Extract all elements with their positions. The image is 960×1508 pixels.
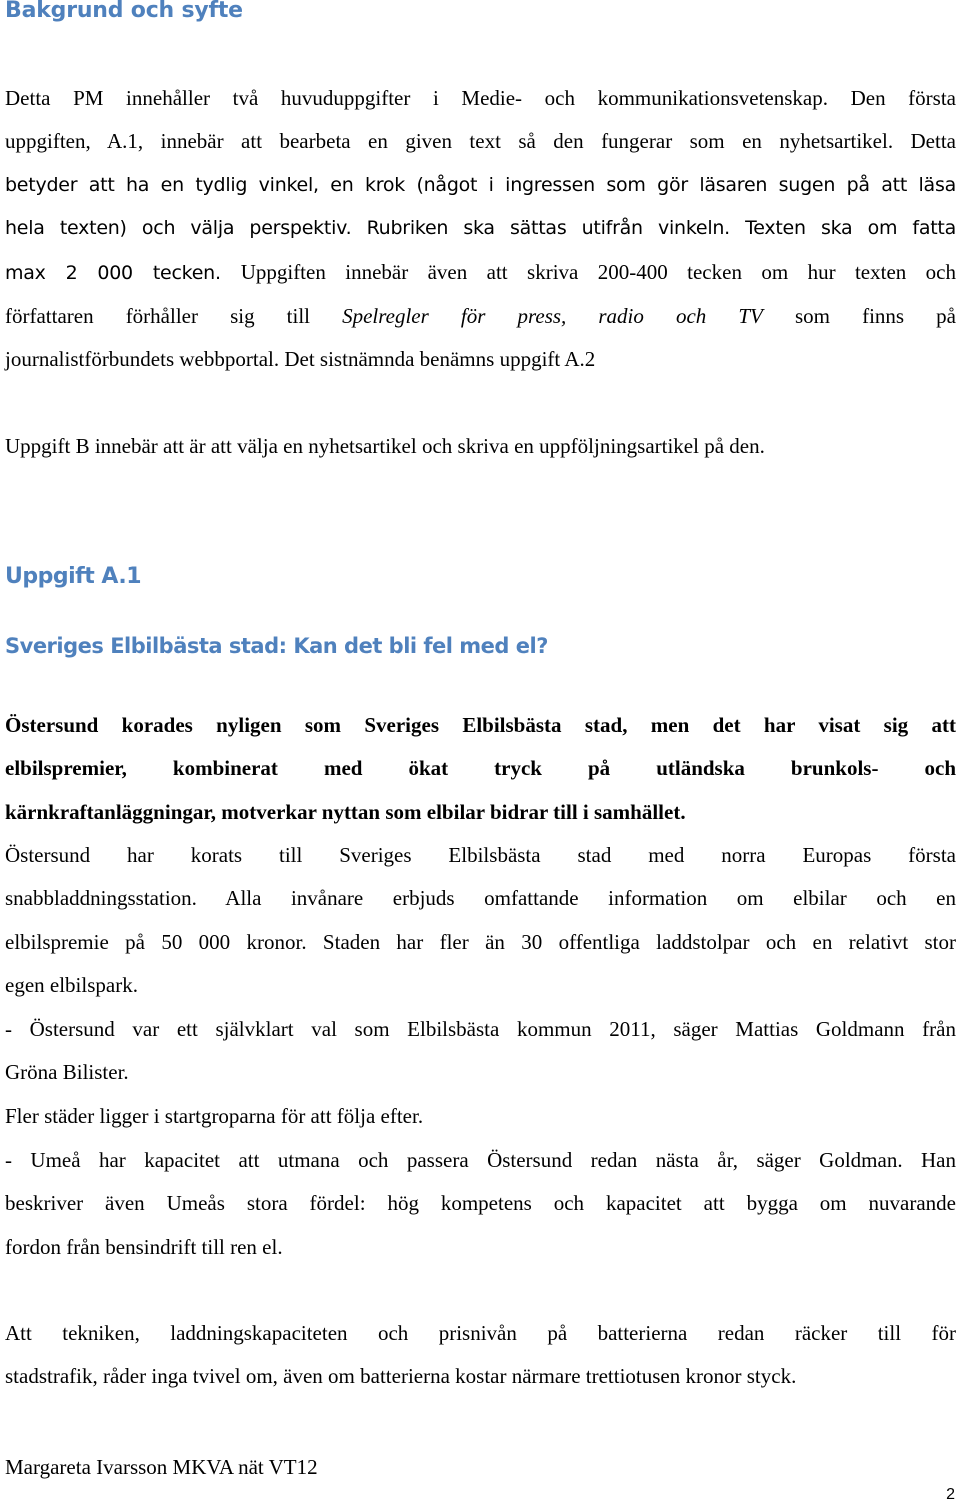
quote-line: fordon från bensindrift till ren el. [5, 1234, 283, 1259]
quote-line: - Östersund var ett självklart val som Elbilsbästa kommun 2011, säger Mattias Goldmann från [5, 1017, 956, 1041]
body-line: snabbladdningsstation. Alla invånare erbjuds omfattande information om elbilar och en [5, 886, 956, 911]
article-body-1 [5, 834, 956, 1008]
heading-uppgift-a1: Uppgift A.1 [5, 564, 141, 589]
lead-line: Östersund korades nyligen som Sveriges Elbilsbästa stad, men det har visat sig att [5, 713, 956, 737]
article-quote-2 [5, 1139, 956, 1269]
quote-line: - Umeå har kapacitet att utmana och passera Östersund redan nästa år, säger Goldman. Han [5, 1148, 956, 1172]
lead-line: elbilspremier, kombinerat med ökat tryck på utländska brunkols- och [5, 756, 956, 781]
page-footer: Margareta Ivarsson MKVA nät VT12 [5, 1455, 318, 1479]
intro-line: uppgiften, A.1, innebär att bearbeta en given text så den fungerar som en nyhetsartikel. Detta [5, 129, 956, 154]
intro-line: betyder att ha en tydlig vinkel, en krok (något i ingressen som gör läsaren sugen på att läsa [5, 173, 956, 196]
spelregler-title: Spelregler för press, radio och TV [342, 304, 763, 329]
quote-line: Gröna Bilister. [5, 1060, 129, 1085]
intro-line: Detta PM innehåller två huvuduppgifter i Medie- och kommunikationsvetenskap. Den första [5, 86, 956, 110]
intro-line [5, 251, 956, 295]
intro-line-sans-part: max 2 000 tecken. [5, 261, 241, 284]
intro-line: journalistförbundets webbportal. Det sistnämnda benämns uppgift A.2 [5, 347, 596, 372]
intro-line: hela texten) och välja perspektiv. Rubriken ska sättas utifrån vinkeln. Texten ska om fatta [5, 217, 956, 240]
article-quote-1 [5, 1008, 956, 1095]
body-line: egen elbilspark. [5, 973, 138, 998]
body-line: Östersund har korats till Sveriges Elbilsbästa stad med norra Europas första [5, 843, 956, 867]
article-lead [5, 704, 956, 834]
article-body-2: Fler städer ligger i startgroparna för att följa efter. [5, 1104, 424, 1128]
article-title: Sveriges Elbilbästa stad: Kan det bli fel med el? [5, 634, 548, 658]
heading-bakgrund: Bakgrund och syfte [5, 0, 243, 23]
quote-line: beskriver även Umeås stora fördel: hög kompetens och kapacitet att bygga om nuvarande [5, 1191, 956, 1216]
intro-line: författaren förhåller sig till Spelregler för press, radio och TV som finns på [5, 304, 956, 329]
body-line: elbilspremie på 50 000 kronor. Staden har fler än 30 offentliga laddstolpar och en relativt stor [5, 929, 956, 954]
closing-line: stadstrafik, råder inga tvivel om, även om batterierna kostar närmare trettiotusen kronor styck. [5, 1364, 797, 1389]
closing-line: Att tekniken, laddningskapaciteten och prisnivån på batterierna redan räcker till för [5, 1321, 956, 1345]
uppgift-b-paragraph: Uppgift B innebär att är att välja en nyhetsartikel och skriva en uppföljningsartikel på den. [5, 434, 765, 458]
article-closing [5, 1312, 956, 1399]
intro-line-serif-part: Uppgiften innebär även att skriva 200-400 tecken om hur texten och [240, 259, 956, 284]
intro-paragraph [5, 77, 956, 382]
lead-line: kärnkraftanläggningar, motverkar nyttan som elbilar bidrar till i samhället. [5, 799, 686, 824]
page-number: 2 [946, 1486, 955, 1503]
